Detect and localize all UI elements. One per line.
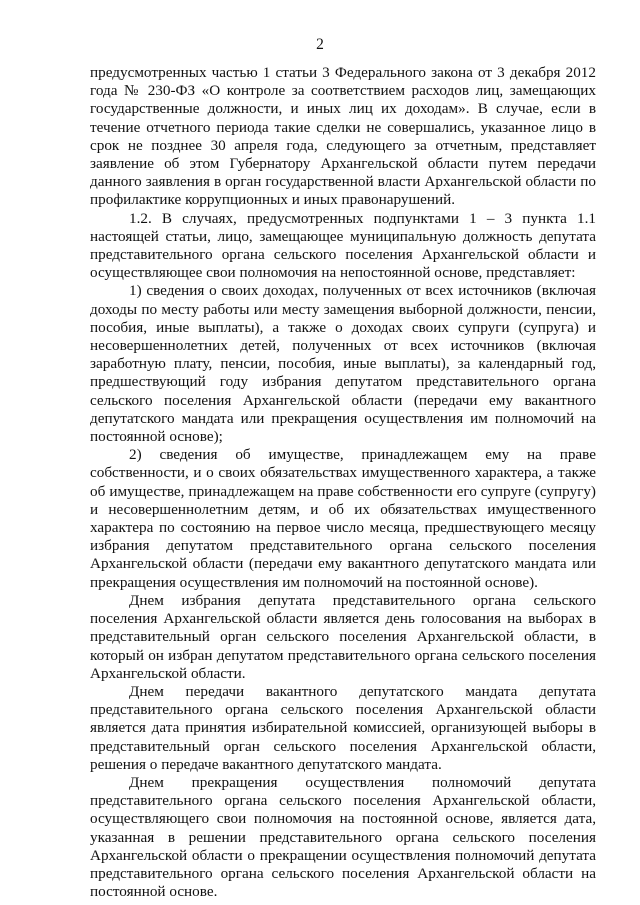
paragraph-mandate-transfer-day: Днем передачи вакантного депутатского мандата депутата представительного органа сельского поселения Архангельской области является дата принятия избирательной комиссией, организующей выборы в представительный орган сельского поселения Архангельской области, решения о передаче вакантного депутатского мандата. xyxy=(90,682,596,773)
paragraph-item-1-income: 1) сведения о своих доходах, полученных от всех источников (включая доходы по месту работы или месту замещения выборной должности, пенсии, пособия, иные выплаты), а также о доходах своих супруги (супруга) и несовершеннолетних детей, полученных от всех источников (включая заработную плату, пенсии, пособия, иные выплаты), за календарный год, предшествующий году избрания депутатом представительного органа сельского поселения Архангельской области (передачи ему вакантного депутатского мандата или прекращения осуществления им полномочий на постоянной основе); xyxy=(90,282,596,446)
paragraph-continuation: предусмотренных частью 1 статьи 3 Федерального закона от 3 декабря 2012 года № 230-ФЗ «О контроле за соответствием расходов лиц, замещающих государственные должности, и иных лиц их доходам». В случае, если в течение отчетного периода такие сделки не совершались, указанное лицо в срок не позднее 30 апреля года, следующего за отчетным, представляет заявление об этом Губернатору Архангельской области путем передачи данного заявления в орган государственной власти Архангельской области по профилактике коррупционных и иных правонарушений. xyxy=(90,64,596,209)
document-body xyxy=(90,64,596,901)
paragraph-clause-1-2: 1.2. В случаях, предусмотренных подпунктами 1 – 3 пункта 1.1 настоящей статьи, лицо, замещающее муниципальную должность депутата представительного органа сельского поселения Архангельской области и осуществляющее свои полномочия на непостоянной основе, представляет: xyxy=(90,209,596,282)
paragraph-item-2-property: 2) сведения об имуществе, принадлежащем ему на праве собственности, и о своих обязательствах имущественного характера, а также об имуществе, принадлежащем на праве собственности его супруге (супругу) и несовершеннолетним детям, и об их обязательствах имущественного характера по состоянию на первое число месяца, предшествующего месяцу избрания депутатом представительного органа сельского поселения Архангельской области (передачи ему вакантного депутатского мандата или прекращения осуществления им полномочий на постоянной основе). xyxy=(90,446,596,591)
paragraph-termination-day: Днем прекращения осуществления полномочий депутата представительного органа сельского поселения Архангельской области, осуществляющего свои полномочия на постоянной основе, является дата, указанная в решении представительного органа сельского поселения Архангельской области о прекращении осуществления полномочий депутата представительного органа сельского поселения Архангельской области на постоянной основе. xyxy=(90,773,596,901)
paragraph-election-day: Днем избрания депутата представительного органа сельского поселения Архангельской области является день голосования на выборах в представительный орган сельского поселения Архангельской области, в который он избран депутатом представительного органа сельского поселения Архангельской области. xyxy=(90,591,596,682)
page-number: 2 xyxy=(316,36,324,53)
